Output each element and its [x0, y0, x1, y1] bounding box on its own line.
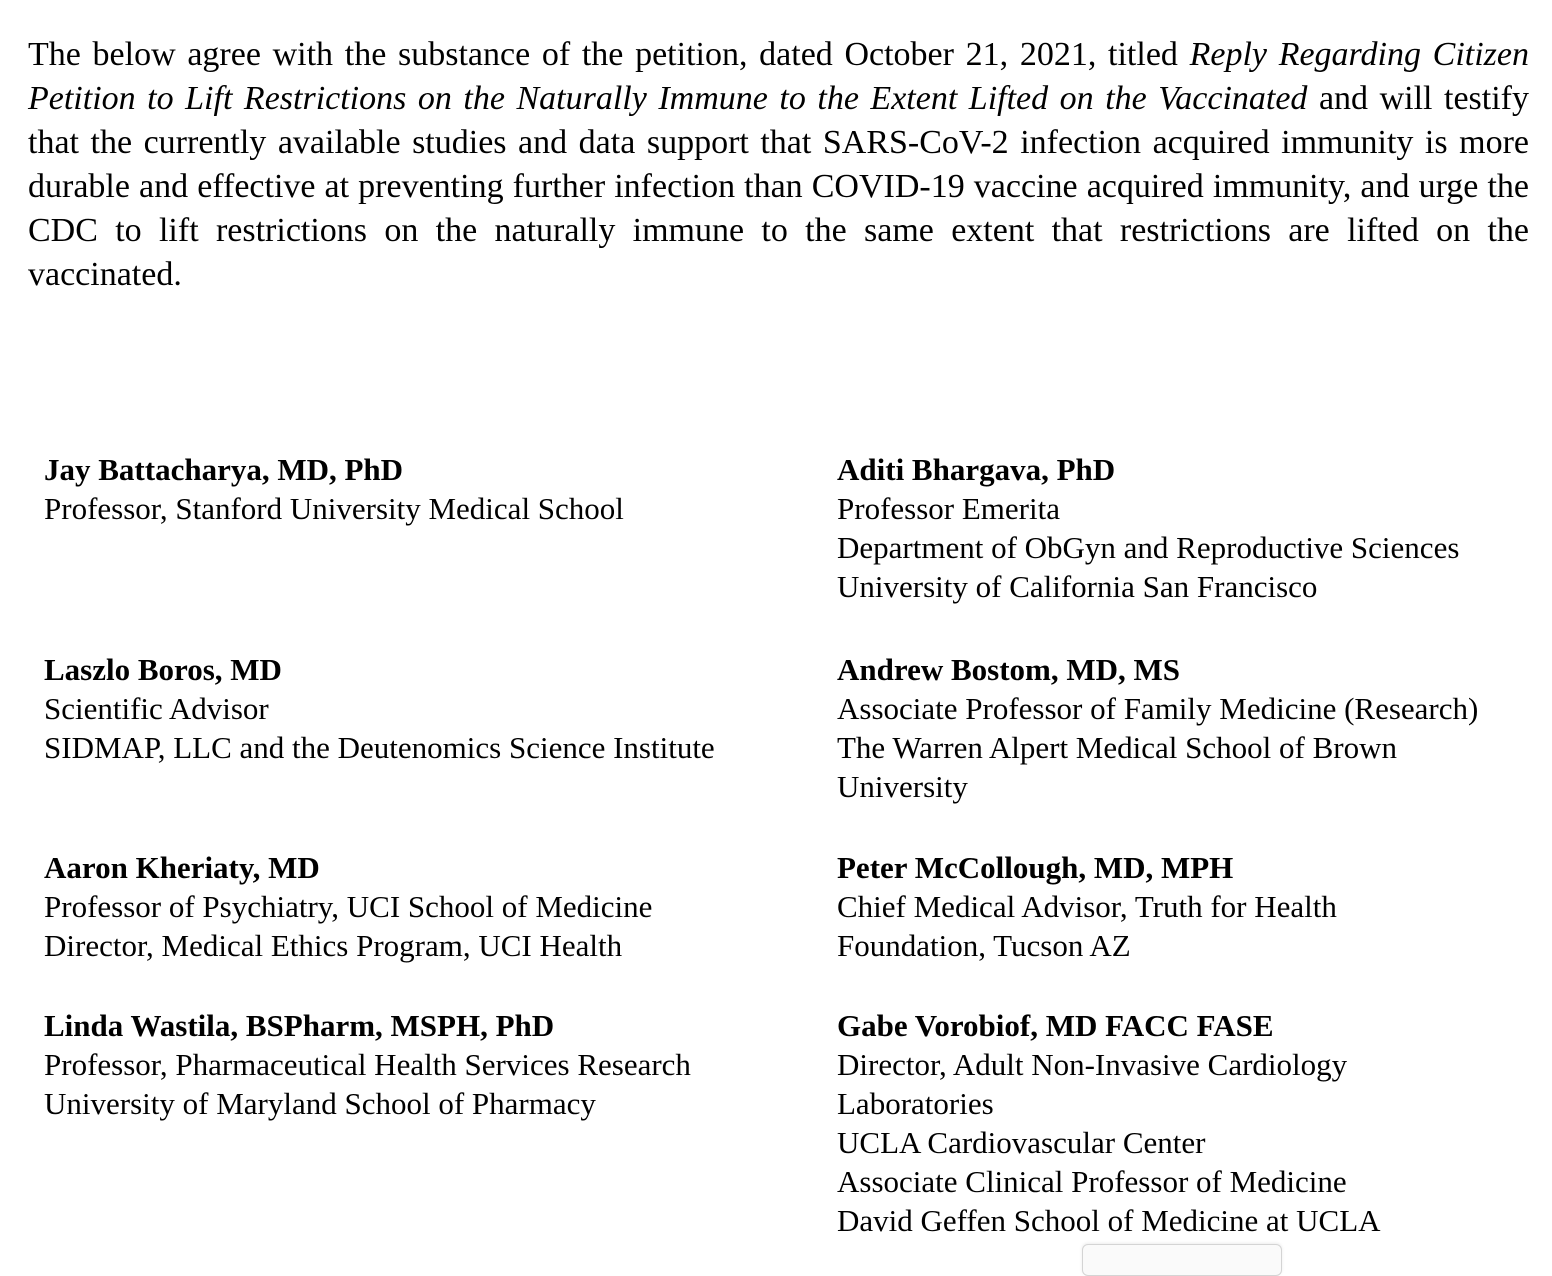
- signer-affiliation: Director, Medical Ethics Program, UCI Health: [44, 928, 623, 963]
- signer-name: Peter McCollough, MD, MPH: [837, 850, 1234, 885]
- signer-affiliation: Professor Emerita: [837, 491, 1060, 526]
- signer-affiliation: Laboratories: [837, 1086, 994, 1121]
- signer-kheriaty: [44, 848, 652, 965]
- signer-affiliation: Department of ObGyn and Reproductive Sciences: [837, 530, 1460, 565]
- signer-bhargava: [837, 450, 1459, 606]
- signer-mccollough: [837, 848, 1337, 965]
- signer-affiliation: Scientific Advisor: [44, 691, 269, 726]
- signer-bostom: [837, 650, 1478, 806]
- signer-affiliation: University: [837, 769, 968, 804]
- signer-affiliation: Foundation, Tucson AZ: [837, 928, 1131, 963]
- signer-affiliation: Professor, Pharmaceutical Health Services Research: [44, 1047, 691, 1082]
- signer-name: Jay Battacharya, MD, PhD: [44, 452, 404, 487]
- signer-affiliation: Associate Clinical Professor of Medicine: [837, 1164, 1347, 1199]
- signer-name: Aditi Bhargava, PhD: [837, 452, 1116, 487]
- signer-boros: [44, 650, 715, 767]
- signer-affiliation: Professor, Stanford University Medical School: [44, 491, 624, 526]
- signer-wastila: [44, 1006, 691, 1123]
- petition-title: Reply Regarding Citizen Petition to Lift Restrictions on the Naturally Immune to the Extent Lifted on the Vaccinated: [28, 36, 1529, 117]
- signer-name: Linda Wastila, BSPharm, MSPH, PhD: [44, 1008, 555, 1043]
- signer-affiliation: The Warren Alpert Medical School of Brown: [837, 730, 1397, 765]
- page-corner-tab[interactable]: [1082, 1244, 1282, 1276]
- signer-affiliation: SIDMAP, LLC and the Deutenomics Science Institute: [44, 730, 715, 765]
- signer-affiliation: University of California San Francisco: [837, 569, 1318, 604]
- signer-name: Gabe Vorobiof, MD FACC FASE: [837, 1008, 1274, 1043]
- signer-vorobiof: [837, 1006, 1381, 1240]
- intro-text-end: and will testify that the currently available studies and data support that SARS-CoV-2 infection acquired immunity is more durable and effective at preventing further infection than COVID-19 vaccine acquired immunity, and urge the CDC to lift restrictions on the naturally immune to the same extent that restrictions are lifted on the vaccinated.: [28, 80, 1529, 293]
- signer-affiliation: UCLA Cardiovascular Center: [837, 1125, 1206, 1160]
- signer-affiliation: Director, Adult Non-Invasive Cardiology: [837, 1047, 1348, 1082]
- signer-affiliation: University of Maryland School of Pharmacy: [44, 1086, 596, 1121]
- signer-affiliation: David Geffen School of Medicine at UCLA: [837, 1203, 1381, 1238]
- signer-affiliation: Professor of Psychiatry, UCI School of Medicine: [44, 889, 653, 924]
- signer-name: Laszlo Boros, MD: [44, 652, 282, 687]
- signer-name: Andrew Bostom, MD, MS: [837, 652, 1180, 687]
- intro-text-start: The below agree with the substance of the petition, dated October 21, 2021, titled: [28, 36, 1190, 73]
- signer-name: Aaron Kheriaty, MD: [44, 850, 320, 885]
- signer-affiliation: Chief Medical Advisor, Truth for Health: [837, 889, 1337, 924]
- signer-affiliation: Associate Professor of Family Medicine (Research): [837, 691, 1479, 726]
- signer-battacharya: [44, 450, 624, 528]
